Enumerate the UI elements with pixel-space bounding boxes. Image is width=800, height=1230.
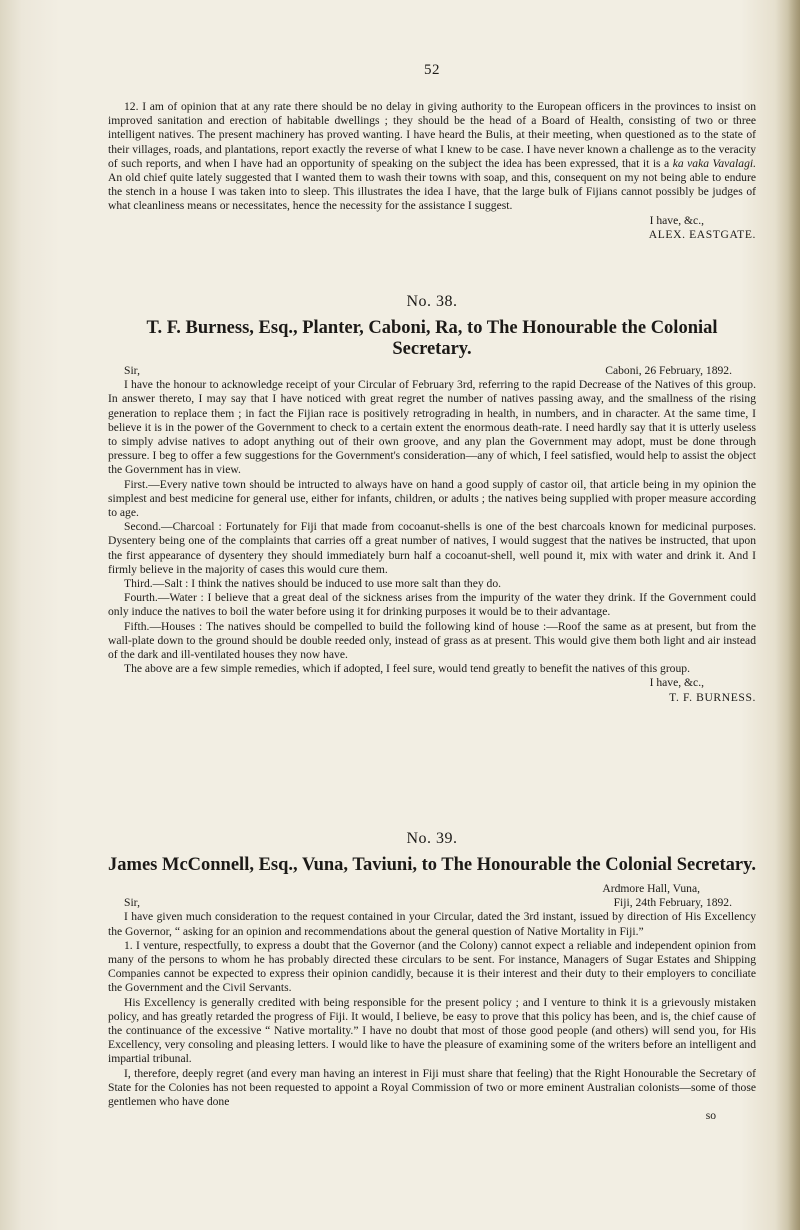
letter-39-heading: James McConnell, Esq., Vuna, Taviuni, to The Honourable the Colonial Secretary. bbox=[108, 855, 756, 875]
letter-39-number: No. 39. bbox=[406, 830, 458, 847]
letter-39-salutation-row bbox=[108, 896, 756, 910]
letter-38-paragraph: Fifth.—Houses : The natives should be compelled to build the following kind of house :—Roof the same as at present, but from the wall-plate down to the ground should be double reeded only, instead of grass as at present. This would give them both light and air instead of the dark and ill-ventilated houses they now have. bbox=[108, 619, 756, 662]
page-edge-shadow bbox=[788, 0, 800, 1230]
letter-38-signoff bbox=[108, 676, 756, 704]
letter-38-paragraph: The above are a few simple remedies, which if adopted, I feel sure, would tend greatly to benefit the natives of this group. bbox=[124, 662, 690, 676]
letter-38-number: No. 38. bbox=[406, 293, 458, 310]
letter-38-heading bbox=[108, 318, 756, 360]
catchword: so bbox=[705, 1109, 716, 1123]
letter-39-paragraph: His Excellency is generally credited with being responsible for the present policy ; and I venture to think it is a grievously mistaken policy, and has greatly retarded the progress of Fiji. It would, I believe, be easy to prove that this policy has been, and is, the chief cause of the continuance of the excessive “ Native mortality.” I have no doubt that most of those good people (and others) will send you, for His Excellency, very consoling and pleasing letters. I would like to have the pleasure of examining some of the writers before an intelligent and impartial tribunal. bbox=[108, 995, 756, 1066]
paragraph-12-italic: ka vaka Vavalagi. bbox=[672, 156, 756, 170]
letter-38-salutation: Sir, bbox=[124, 364, 140, 377]
letter-38-heading-line2: Secretary. bbox=[392, 339, 472, 359]
letter-39-paragraph: I have given much consideration to the request contained in your Circular, dated the 3rd instant, issued by direction of His Excellency the Governor, “ asking for an opinion and recommendations about the general question of Native Mortality in Fiji.” bbox=[108, 910, 756, 938]
page-number: 52 bbox=[424, 62, 440, 78]
letter-38-paragraph: I have the honour to acknowledge receipt of your Circular of February 3rd, referring to the rapid Decrease of the Natives of this group. In answer thereto, I may say that I have noticed with great regret the number of natives passing away, and the smallness of the rising generation to replace them ; in fact the Fijian race is positively retrograding in health, in numbers, and in character. At the same time, I believe it is in the power of the Government to check to a certain extent the enormous death-rate. I need hardly say that it is utterly useless to simply advise natives to adopt anything out of their own groove, and any plan the Government may adopt, must be done through pressure. I beg to offer a few suggestions for the Government's consideration—any of which, I feel satisfied, would help to assist the object the Government has in view. bbox=[108, 378, 756, 477]
letter-37-tail bbox=[108, 100, 756, 242]
letter-38-heading-line1: T. F. Burness, Esq., Planter, Caboni, Ra, to The Honourable the Colonial bbox=[146, 318, 718, 338]
letter-37-closing: I have, &c., bbox=[649, 213, 704, 227]
letter-38-salutation-row bbox=[108, 364, 756, 378]
paragraph-12-rest: An old chief quite lately suggested that I wanted them to wash their towns with soap, and this, consequent on my not being able to endure the stench in a house I was taken into to sleep. This illustrates the idea I have, that the large bulk of Fijians cannot possibly be judges of what cleanliness means or necessitates, hence the necessity for the assistance I suggest. bbox=[108, 171, 756, 213]
letter-39-paragraph: 1. I venture, respectfully, to express a doubt that the Governor (and the Colony) cannot expect a reliable and independent opinion from many of the persons to whom he has probably directed these circulars to be sent. For instance, Managers of Sugar Estates and Shipping Companies cannot be expected to express their opinion candidly, because it is their interest and their duty to their employers to conciliate the Government and the Civil Servants. bbox=[108, 938, 756, 995]
letter-38-paragraph: Second.—Charcoal : Fortunately for Fiji that made from cocoanut-shells is one of the best charcoals known for medicinal purposes. Dysentery being one of the complaints that carries off a great number of natives, I would suggest that the natives be instructed, that upon the first appearance of dysentery they should immediately burn half a cocoanut-shell, well pound it, mix with water and drink it. And I firmly believe in the majority of cases this would cure them. bbox=[108, 520, 756, 576]
letter-38-signature: T. F. BURNESS. bbox=[669, 690, 756, 704]
letter-38-paragraph: Fourth.—Water : I believe that a great deal of the sickness arises from the impurity of the water they drink. If the Government could only induce the natives to boil the water before using it for drinking purposes it would be to their advantage. bbox=[108, 591, 756, 619]
letter-39-salutation: Sir, bbox=[124, 896, 140, 910]
letter-38-paragraph: First.—Every native town should be intructed to always have on hand a good supply of castor oil, that article being in my opinion the simplest and best medicine for general use, either for infants, children, or adults ; the natives being supplied with proper measure according to age. bbox=[108, 477, 756, 520]
letter-38-body bbox=[108, 364, 756, 705]
paragraph-12-text: 12. I am of opinion that at any rate there should be no delay in giving authority to the European officers in the provinces to insist on improved sanitation and erection of habitable dwellings ; they should be the head of a Board of Health, consisting of two or three intelligent natives. The present machinery has proved wanting. I have heard the Bulis, at their meeting, when questioned as to the state of their villages, roads, and plantations, report exactly the reverse of what I knew to be case. I have never known a challenge as to the veracity of such reports, and when I have had an opportunity of speaking on the subject the idea has been expressed, that it is a bbox=[108, 100, 756, 170]
paragraph-12 bbox=[108, 100, 756, 214]
letter-37-signature: ALEX. EASTGATE. bbox=[648, 227, 756, 241]
letter-39-address-line1: Ardmore Hall, Vuna, bbox=[602, 882, 700, 895]
letter-38-place-date: Caboni, 26 February, 1892. bbox=[605, 364, 732, 377]
letter-39-body bbox=[108, 882, 756, 1123]
letter-39-paragraph: I, therefore, deeply regret (and every man having an interest in Fiji must share that feeling) that the Right Honourable the Secretary of State for the Colonies has not been requested to appoint a Royal Commission of two or more eminent Australian colonists—some of those gentlemen who have done bbox=[108, 1066, 756, 1109]
letter-37-signoff bbox=[108, 214, 756, 242]
letter-39-address-line2: Fiji, 24th February, 1892. bbox=[613, 896, 732, 910]
letter-38-closing: I have, &c., bbox=[649, 676, 704, 690]
letter-38-paragraph: Third.—Salt : I think the natives should be induced to use more salt than they do. bbox=[124, 577, 502, 591]
